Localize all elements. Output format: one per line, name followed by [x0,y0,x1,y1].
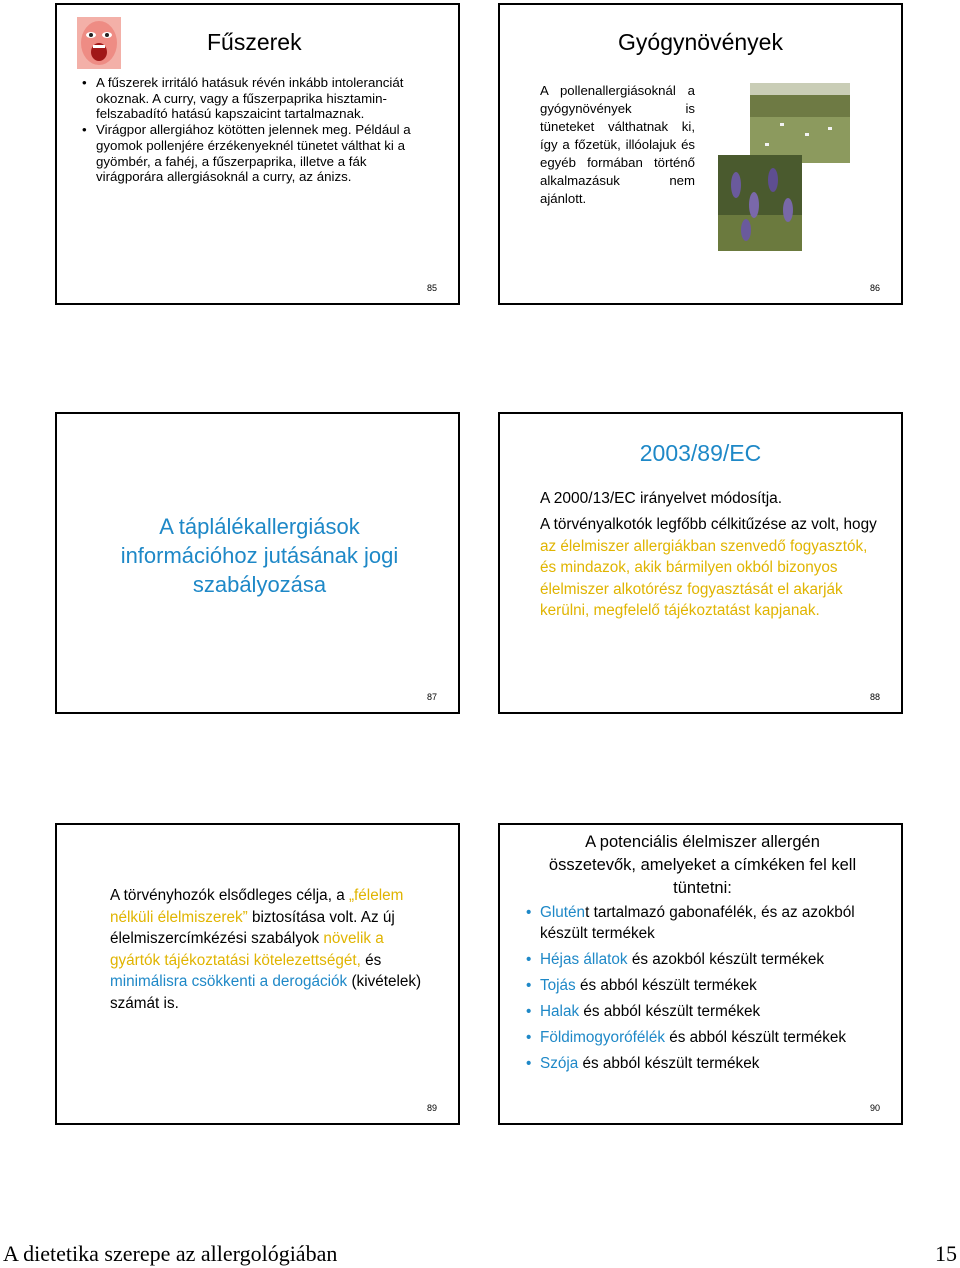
herb-garden-photo [750,83,850,163]
list-item: • Földimogyorófélék és abból készült termékek [526,1029,847,1046]
slide-85 [55,3,460,305]
slide-86 [498,3,903,305]
slide-89-paragraph: A törvényhozók elsődleges célja, a „félelem nélküli élelmiszerek” biztosítása volt. Az új élelmiszercímkézési szabályok növelik a gyártók tájékoztatási kötelezettségét, és minimálisra csökkenti a derogációk (kivételek) számát is. [110,887,422,1012]
page-number: 89 [427,1103,438,1113]
slide-88-line1: A 2000/13/EC irányelvet módosítja. [540,490,783,507]
slide-86-text: A pollenallergiásoknál a gyógynövények is tüneteket válthatnak ki, így a főzetük, illóolajuk és egyéb formában történő alkalmazásuk nem ajánlott. [540,83,695,206]
bullet-icon: • [526,1029,532,1046]
list-item: • Virágpor allergiához kötötten jelennek meg. Például a gyomok pollenjére érzékenyeknél tünetet válthat ki a gyömbér, a fahéj, a fűszerpaprika, illetve a fák virágporára allergiásoknál a curry, az ánizs. [82,122,411,185]
bullet-icon: • [526,951,532,968]
list-item: • A fűszerek irritáló hatásuk révén inkább intoleranciát okoznak. A curry, vagy a fűszerpaprika hisztamin-felszabadító hatású kapszaicint tartalmaznak. [82,75,404,122]
angry-face-image [77,17,121,69]
list-item: • Halak és abból készült termékek [526,1003,761,1020]
slide-90-title: A potenciális élelmiszer allergén összetevők, amelyeket a címkéken fel kell tüntetni: [548,833,857,897]
page-number: 85 [427,283,438,293]
slide-85-title: Fűszerek [207,29,302,55]
allergen-list [526,902,885,1074]
slide-85-bullets [82,75,426,185]
bullet-icon: • [82,122,87,138]
slide-88 [498,412,903,714]
page-number: 90 [870,1103,881,1113]
bullet-icon: • [526,904,532,921]
bullet-icon: • [82,75,87,90]
bullet-icon: • [526,977,532,994]
lavender-photo [718,155,802,251]
page-number: 87 [427,692,438,702]
bullet-icon: • [526,1003,532,1020]
slide-88-title: 2003/89/EC [639,440,762,466]
slide-90 [498,823,903,1125]
page-number: 86 [870,283,881,293]
bullet-icon: • [526,1055,532,1072]
list-item: • Szója és abból készült termékek [526,1055,760,1072]
footer-page-number: 15 [935,1241,957,1266]
slide-88-paragraph: A törvényalkotók legfőbb célkitűzése az volt, hogy az élelmiszer allergiákban szenvedő fogyasztók, és mindazok, akik bármilyen okból bizonyos élelmiszer alkotórész fogyasztását el akarják kerülni, megfelelő tájékoztatást kapjanak. [540,516,877,620]
list-item: • Glutént tartalmazó gabonafélék, és az azokból készült termékek [526,904,855,942]
list-item: • Tojás és abból készült termékek [526,977,757,994]
slide-86-title: Gyógynövények [618,29,783,55]
footer-title: A dietetika szerepe az allergológiában [3,1241,338,1266]
slide-87 [55,412,460,714]
list-item: • Héjas állatok és azokból készült termékek [526,951,824,968]
slide-87-title: A táplálékallergiások információhoz jutásának jogi szabályozása [120,514,399,597]
slide-89 [55,823,460,1125]
page-number: 88 [870,692,881,702]
